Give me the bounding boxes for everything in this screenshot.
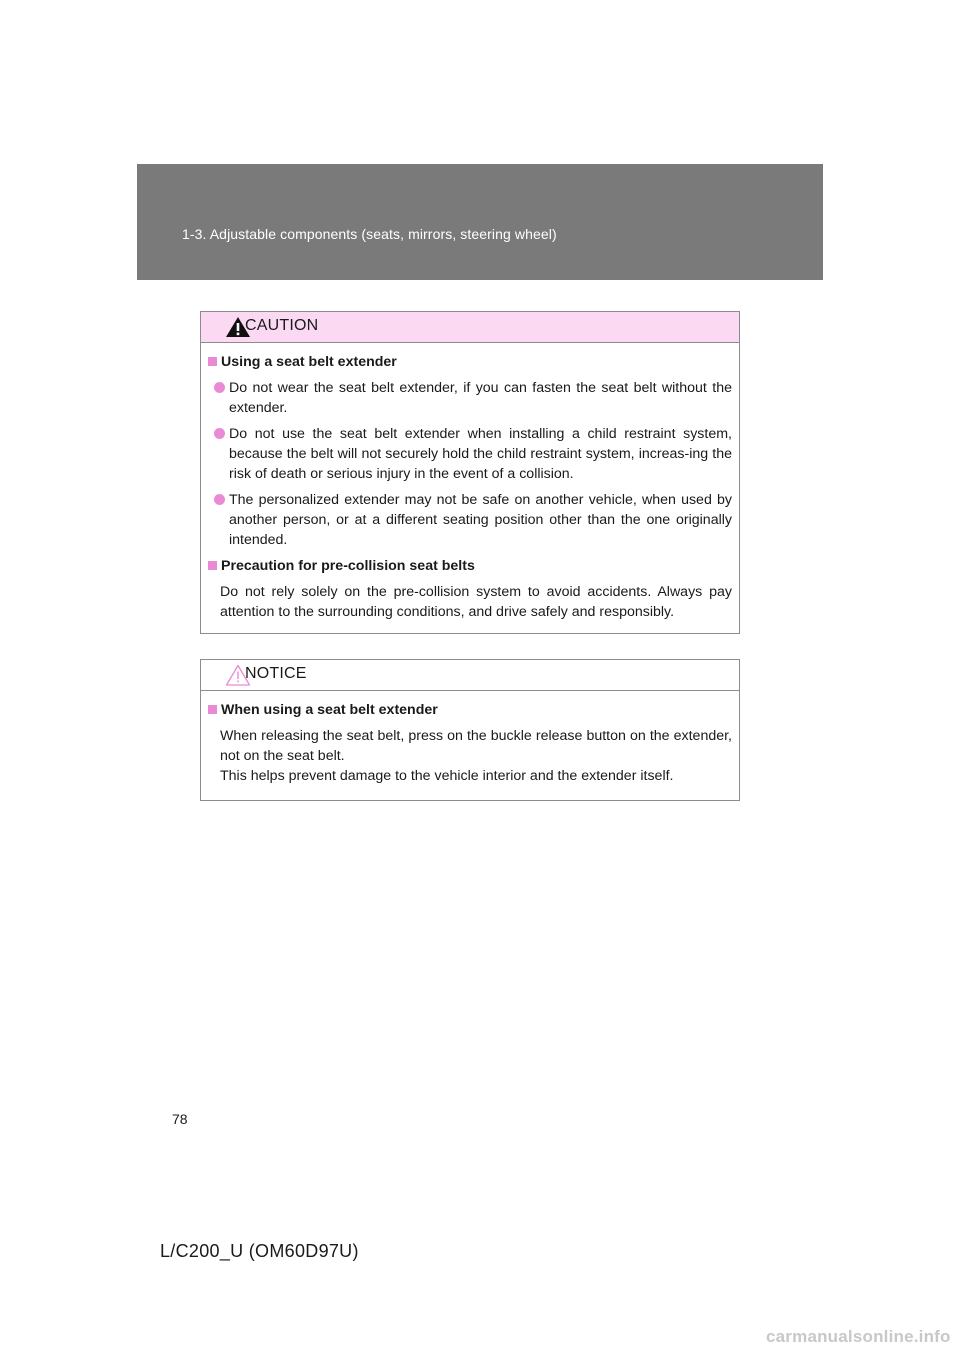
- notice-label: NOTICE: [245, 665, 307, 682]
- caution-header: [201, 312, 739, 343]
- notice-topic-heading: [208, 700, 732, 720]
- square-bullet-icon: [208, 357, 217, 366]
- caution-box: [200, 311, 740, 634]
- square-bullet-icon: [208, 705, 217, 714]
- notice-text-line: When releasing the seat belt, press on the buckle release button on the extender, not on the seat belt.: [220, 728, 732, 764]
- notice-box: [200, 659, 740, 801]
- round-bullet-icon: [214, 494, 225, 505]
- model-code: L/C200_U (OM60D97U): [160, 1241, 359, 1261]
- caution-paragraph: Do not rely solely on the pre-collision system to avoid accidents. Always pay attention to the surrounding conditions, and drive safely and responsibly.: [220, 584, 732, 620]
- caution-topic-heading: [208, 556, 732, 576]
- page-number: 78: [172, 1111, 188, 1127]
- notice-topic-title: When using a seat belt extender: [221, 702, 438, 718]
- notice-text-line: This helps prevent damage to the vehicle interior and the extender itself.: [220, 768, 674, 784]
- round-bullet-icon: [214, 382, 225, 393]
- caution-label: CAUTION: [245, 317, 319, 334]
- square-bullet-icon: [208, 561, 217, 570]
- caution-bullet-item: [208, 424, 732, 484]
- caution-body: [201, 343, 739, 622]
- notice-body: [201, 691, 739, 786]
- notice-header: [201, 660, 739, 691]
- section-title: 1-3. Adjustable components (seats, mirrors, steering wheel): [182, 226, 557, 242]
- caution-topic-title: Using a seat belt extender: [221, 354, 397, 370]
- watermark-text: carmanualsonline.info: [766, 1327, 951, 1346]
- caution-bullet-item: [208, 378, 732, 418]
- caution-bullet-text: Do not use the seat belt extender when installing a child restraint system, because the belt will not securely hold the child restraint system, increas-ing the risk of death or serious injury in the event of a collision.: [229, 426, 732, 482]
- caution-bullet-text: The personalized extender may not be safe on another vehicle, when used by another person, or at a different seating position other than the one originally intended.: [229, 492, 732, 548]
- caution-topic-title: Precaution for pre-collision seat belts: [221, 558, 475, 574]
- caution-bullet-text: Do not wear the seat belt extender, if you can fasten the seat belt without the extender.: [229, 380, 732, 416]
- round-bullet-icon: [214, 428, 225, 439]
- section-header-band: [137, 164, 823, 280]
- caution-topic-heading: [208, 352, 732, 372]
- caution-bullet-item: [208, 490, 732, 550]
- notice-paragraph: [208, 726, 732, 786]
